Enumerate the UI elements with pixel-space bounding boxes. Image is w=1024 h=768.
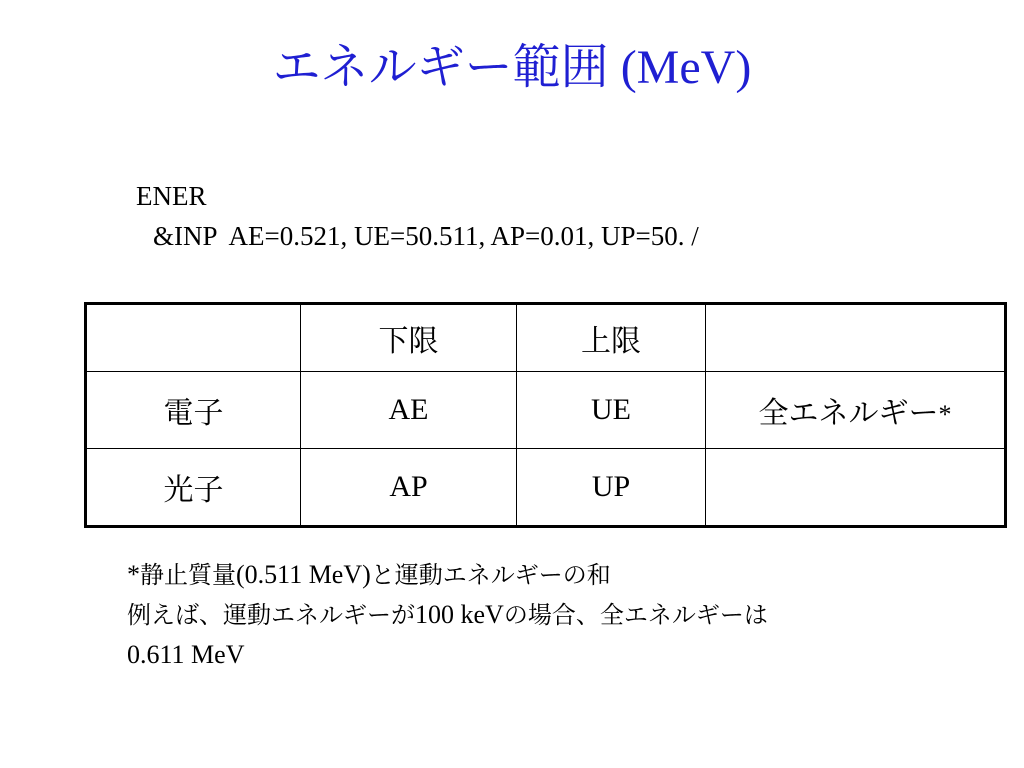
code-line-2: &INP AE=0.521, UE=50.511, AP=0.01, UP=50. / <box>153 221 699 251</box>
footnote-line-3: 0.611 MeV <box>127 640 245 669</box>
cell-upper-photon: UP <box>517 449 706 527</box>
energy-table <box>84 302 1007 528</box>
footnote-asterisk: * <box>127 560 140 589</box>
footnote-rest-mass-label: 静止質量 <box>140 561 236 589</box>
header-cell-lower: 下限 <box>301 304 517 372</box>
table-row <box>86 372 1006 449</box>
note-total-energy: 全エネルギー <box>758 396 939 431</box>
code-line-1: ENER <box>136 181 207 211</box>
header-cell-empty-2 <box>706 304 1006 372</box>
table-row <box>86 449 1006 527</box>
cell-lower-photon: AP <box>301 449 517 527</box>
note-asterisk: * <box>938 400 952 429</box>
title-unit: (MeV) <box>620 41 752 94</box>
footnote-kinetic-sum: と運動エネルギーの和 <box>370 561 611 589</box>
row-label-photon: 光子 <box>86 449 301 527</box>
table-header-row <box>86 304 1006 372</box>
cell-note-electron <box>706 372 1006 449</box>
row-label-electron: 電子 <box>86 372 301 449</box>
page-title <box>0 32 1024 103</box>
footnote-block <box>127 555 768 674</box>
header-cell-empty-1 <box>86 304 301 372</box>
header-cell-upper: 上限 <box>517 304 706 372</box>
title-japanese: エネルギー範囲 <box>272 39 609 95</box>
cell-upper-electron: UE <box>517 372 706 449</box>
footnote-line-2 <box>127 595 768 635</box>
footnote-rest-mass-value: (0.511 MeV) <box>236 560 371 589</box>
example-kinetic-value: 100 keV <box>415 600 504 629</box>
footnote-line-1 <box>127 555 768 595</box>
cell-lower-electron: AE <box>301 372 517 449</box>
example-prefix: 例えば、運動エネルギーが <box>127 601 415 629</box>
code-block <box>136 176 699 256</box>
cell-note-photon <box>706 449 1006 527</box>
example-suffix: の場合、全エネルギーは <box>503 601 768 629</box>
